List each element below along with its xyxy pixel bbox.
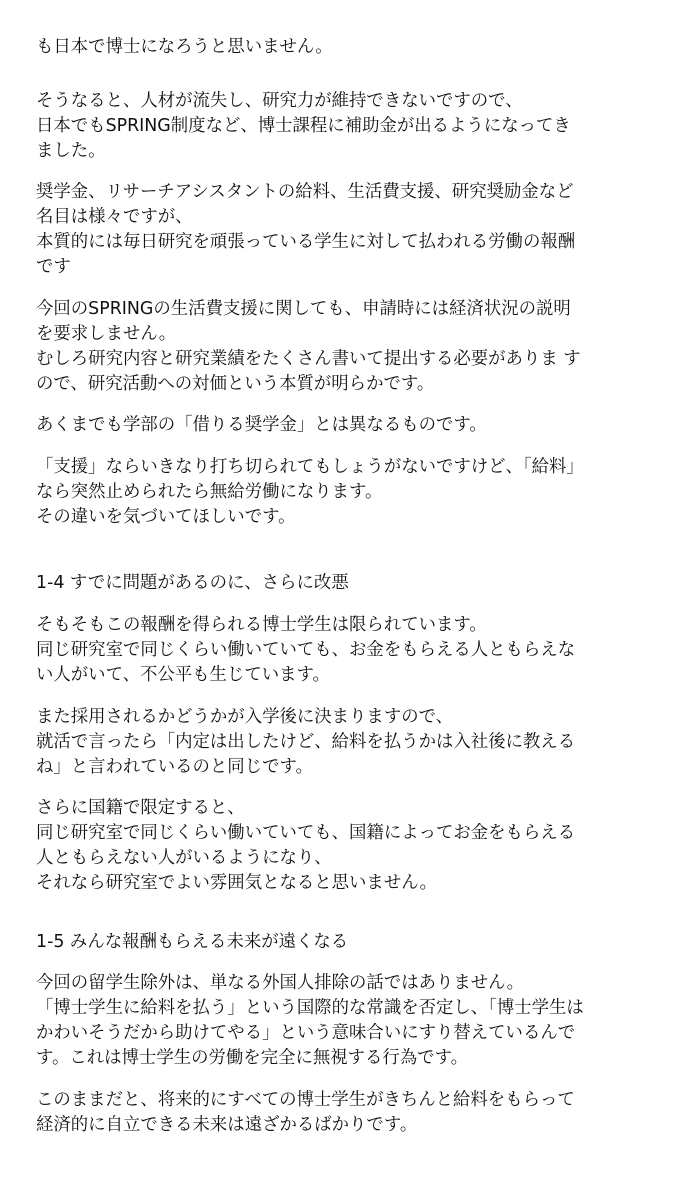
text-line: また採用されるかどうかが入学後に決まりますので、 [36,707,454,727]
text-line: それなら研究室でよい雰囲気となると思いません。 [36,873,438,893]
text-line: あくまでも学部の「借りる奨学金」とは異なるものです。 [36,415,487,435]
section-heading: 1-5 みんな報酬もらえる未来が遠くなる [36,932,349,952]
text-line: このままだと、将来的にすべての博士学生がきちんと給料をもらって [36,1090,575,1110]
text-line: です [36,257,71,277]
text-line: 就活で言ったら「内定は出したけど、給料を払うかは入社後に教える [36,732,576,752]
text-line: 「博士学生に給料を払う」という国際的な常識を否定し、「博士学生は [36,998,584,1018]
text-line: す。これは博士学生の労働を完全に無視する行為です。 [36,1048,468,1068]
text-line: むしろ研究内容と研究業績をたくさん書いて提出する必要がありま す [36,349,581,369]
text-line: 奨学金、リサーチアシスタントの給料、生活費支援、研究奨励金など [36,182,574,202]
section-heading: 1-4 すでに問題があるのに、さらに改悪 [36,573,349,593]
text-line: も日本で博士になろうと思いません。 [36,37,333,57]
text-line: 経済的に自立できる未来は遠ざかるばかりです。 [36,1115,418,1135]
text-line: かわいそうだから助けてやる」という意味合いにすり替えているんで [36,1023,576,1043]
text-line: 本質的には毎日研究を頑張っている学生に対して払われる労働の報酬 [36,232,576,252]
text-line: ので、研究活動への対価という本質が明らかです。 [36,374,435,394]
text-line: 名目は様々ですが、 [36,207,193,227]
text-line: 人ともらえない人がいるようになり、 [36,848,332,868]
text-line: そもそもこの報酬を得られる博士学生は限られています。 [36,615,487,635]
text-line: 今回のSPRINGの生活費支援に関しても、申請時には経済状況の説明 [36,299,571,319]
text-line: い人がいて、不公平も生じています。 [36,665,330,685]
text-line: そうなると、人材が流失し、研究力が維持できないですので、 [36,91,523,111]
text-line: 日本でもSPRING制度など、博士課程に補助金が出るようになってき [36,116,571,136]
text-line: ね」と言われているのと同じです。 [36,757,313,777]
text-line: 同じ研究室で同じくらい働いていても、お金をもらえる人ともらえな [36,640,576,660]
text-line: 同じ研究室で同じくらい働いていても、国籍によってお金をもらえる [36,823,576,843]
text-line: その違いを気づいてほしいです。 [36,507,296,527]
text-line: なら突然止められたら無給労働になります。 [36,482,383,502]
text-line: を要求しません。 [36,324,177,344]
text-line: さらに国籍で限定すると、 [36,798,245,818]
text-line: ました。 [36,141,106,161]
text-line: 「支援」ならいきなり打ち切られてもしょうがないですけど、「給料」 [36,457,584,477]
text-line: 今回の留学生除外は、単なる外国人排除の話ではありません。 [36,973,524,993]
